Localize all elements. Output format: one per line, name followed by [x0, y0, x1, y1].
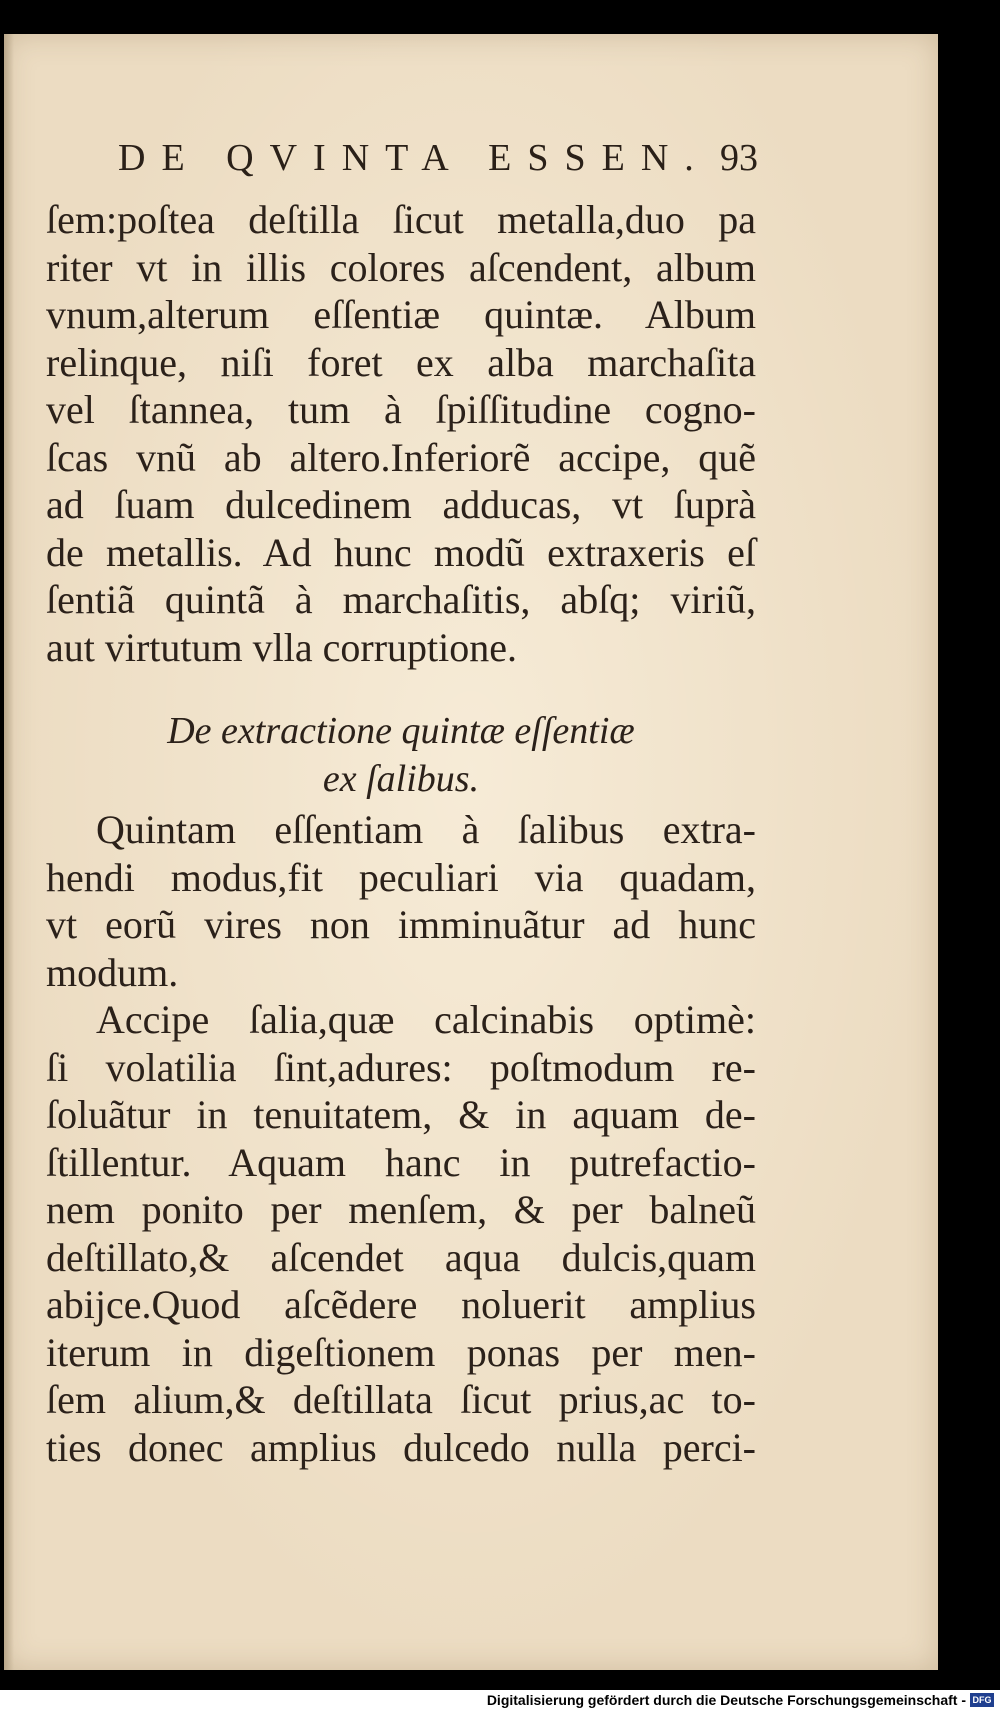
text-line: Accipe ſalia,quæ calcinabis optimè: [96, 997, 756, 1042]
page-number: 93 [720, 137, 758, 179]
paragraph-1 [46, 196, 756, 671]
page-gutter-shadow [4, 34, 14, 1670]
running-head [118, 136, 758, 186]
text-line: Quintam eſſentiam à ſalibus extra- [96, 807, 756, 852]
text-line: ſem:poſtea deſtilla ſicut metalla,duo pa [46, 197, 756, 242]
text-line: deſtillato,& aſcendet aqua dulcis,quam [46, 1234, 756, 1280]
text-line: hendi modus,fit peculiari via quadam, [46, 854, 756, 900]
text-line: ſoluãtur in tenuitatem, & in aquam de- [46, 1092, 756, 1137]
text-line: riter vt in illis colores aſcendent, album [46, 244, 756, 290]
dfg-logo-icon: DFG [970, 1693, 994, 1707]
text-line: modum. [46, 949, 179, 995]
text-line: ties donec amplius dulcedo nulla perci- [46, 1424, 756, 1470]
text-line: aut virtutum vlla corruptione. [46, 624, 517, 670]
paragraph-2-3 [46, 806, 756, 1471]
text-line: ſem alium,& deſtillata ſicut prius,ac to- [46, 1377, 756, 1422]
heading-line: ex ſalibus. [322, 757, 480, 800]
text-line: ſtillentur. Aquam hanc in putrefactio- [46, 1139, 756, 1185]
text-line: ſi volatilia ſint,adures: poſtmodum re- [46, 1044, 756, 1090]
text-line: de metallis. Ad hunc modũ extraxeris eſ [46, 529, 756, 575]
running-head-title: DE QVINTA ESSEN. [118, 137, 710, 179]
text-line: vel ſtannea, tum à ſpiſſitudine cogno- [46, 387, 756, 432]
text-line: relinque, niſi foret ex alba marchaſita [46, 339, 756, 385]
text-line: ſcas vnũ ab altero.Inferiorẽ accipe, quẽ [46, 434, 756, 480]
text-line: ad ſuam dulcedinem adducas, vt ſuprà [46, 482, 756, 527]
footer-credit: Digitalisierung gefördert durch die Deutsche Forschungsgemeinschaft - [486, 1692, 966, 1708]
text-line: vnum,alterum eſſentiæ quintæ. Album [46, 292, 756, 337]
text-line: abijce.Quod aſcẽdere noluerit amplius [46, 1282, 756, 1327]
text-line: nem ponito per menſem, & per balneũ [46, 1187, 756, 1232]
heading-line: De extractione quintæ eſſentiæ [167, 710, 635, 752]
text-line: iterum in digeſtionem ponas per men- [46, 1329, 756, 1375]
text-line: ſentiã quintã à marchaſitis, abſq; viriũ, [46, 577, 756, 622]
section-heading [46, 708, 756, 803]
text-line: vt eorũ vires non imminuãtur ad hunc [46, 902, 756, 947]
